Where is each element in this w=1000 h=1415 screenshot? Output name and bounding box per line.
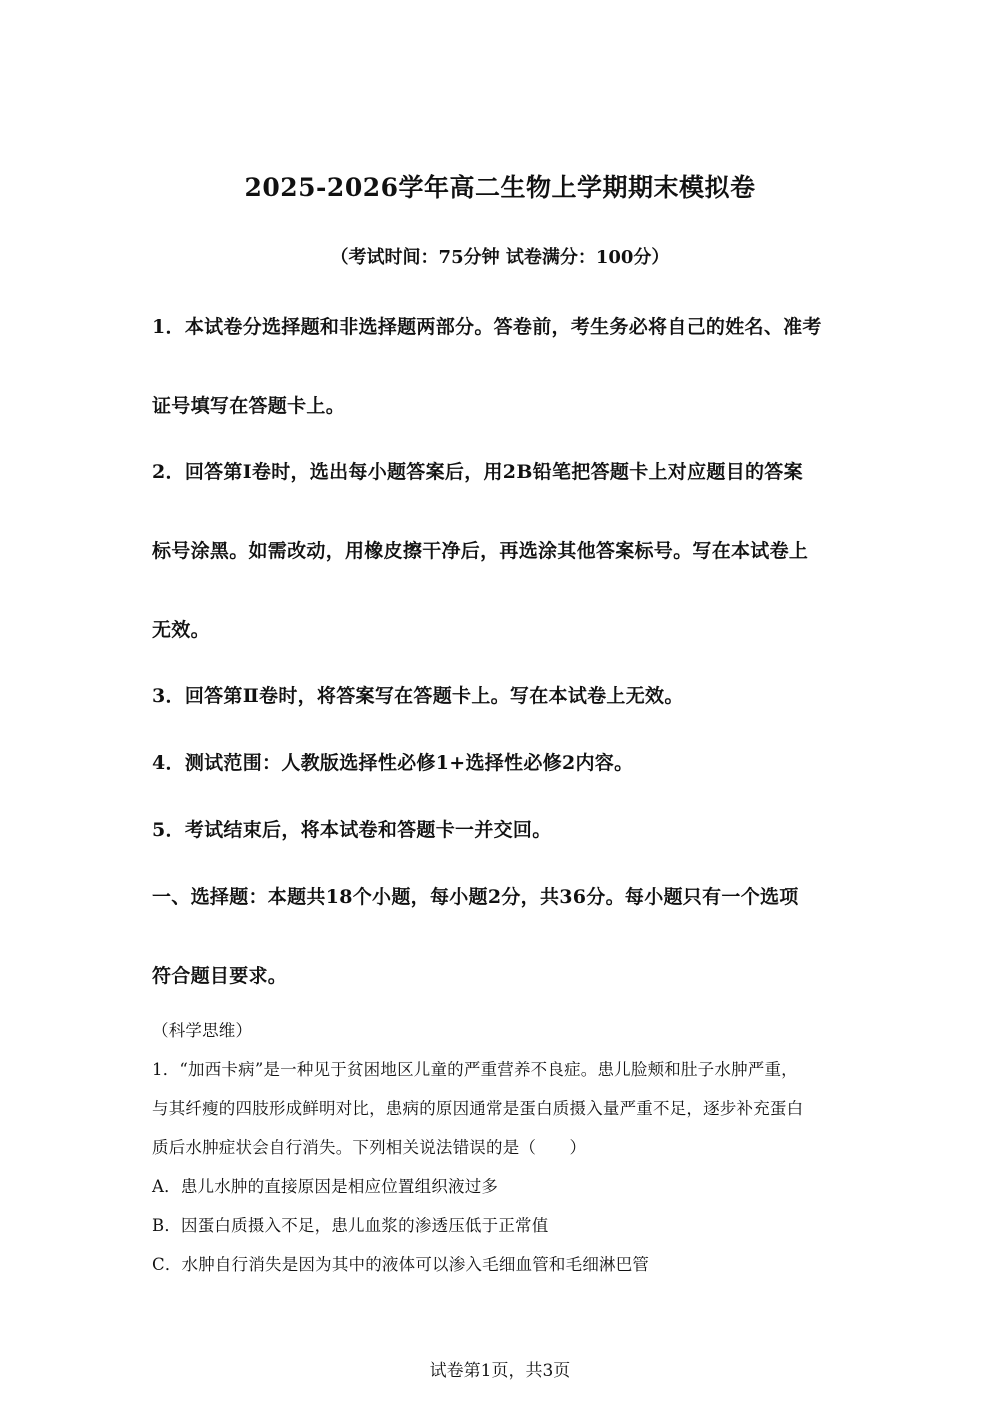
section-heading: 符合题目要求。 xyxy=(152,965,288,987)
instruction-line: 2．回答第Ⅰ卷时，选出每小题答案后，用2B铅笔把答题卡上对应题目的答案 xyxy=(152,461,803,483)
question-stem-line: 质后水肿症状会自行消失。下列相关说法错误的是（ ） xyxy=(152,1138,587,1157)
option-a: A．患儿水肿的直接原因是相应位置组织液过多 xyxy=(152,1177,499,1196)
question-stem-line: 与其纤瘦的四肢形成鲜明对比，患病的原因通常是蛋白质摄入量严重不足，逐步补充蛋白 xyxy=(152,1099,804,1118)
instruction-line: 标号涂黑。如需改动，用橡皮擦干净后，再选涂其他答案标号。写在本试卷上 xyxy=(152,540,809,562)
instruction-line: 证号填写在答题卡上。 xyxy=(152,395,346,417)
question-tag: （科学思维） xyxy=(152,1021,253,1040)
option-c: C．水肿自行消失是因为其中的液体可以渗入毛细血管和毛细淋巴管 xyxy=(152,1255,650,1274)
instruction-line: 5．考试结束后，将本试卷和答题卡一并交回。 xyxy=(152,819,552,841)
instruction-line: 4．测试范围：人教版选择性必修1+选择性必修2内容。 xyxy=(152,752,634,774)
section-heading: 一、选择题：本题共18个小题，每小题2分，共36分。每小题只有一个选项 xyxy=(152,886,799,908)
exam-subtitle: （考试时间：75分钟 试卷满分：100分） xyxy=(330,247,670,268)
instruction-line: 3．回答第Ⅱ卷时，将答案写在答题卡上。写在本试卷上无效。 xyxy=(152,685,684,707)
exam-title: 2025-2026学年高二生物上学期期末模拟卷 xyxy=(244,173,756,202)
instruction-line: 无效。 xyxy=(152,619,210,641)
page-footer: 试卷第1页，共3页 xyxy=(429,1361,571,1381)
instruction-line: 1．本试卷分选择题和非选择题两部分。答卷前，考生务必将自己的姓名、准考 xyxy=(152,316,822,338)
option-b: B．因蛋白质摄入不足，患儿血浆的渗透压低于正常值 xyxy=(152,1216,549,1235)
question-stem-line: 1．“加西卡病”是一种见于贫困地区儿童的严重营养不良症。患儿脸颊和肚子水肿严重， xyxy=(152,1060,798,1079)
